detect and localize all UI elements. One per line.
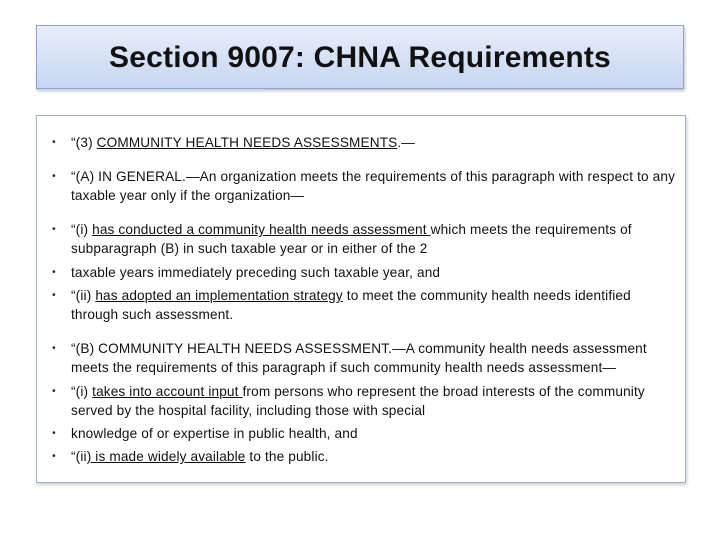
bullet-item xyxy=(52,286,681,324)
bullet-item xyxy=(52,424,681,443)
bullet-item xyxy=(52,263,681,282)
bullet-item xyxy=(52,167,681,205)
content-panel xyxy=(36,115,686,483)
bullet-text: “(B) COMMUNITY HEALTH NEEDS ASSESSMENT.—A community health needs assessment meets the requirements of this paragraph if such community health needs assessment— xyxy=(71,341,647,375)
bullet-item xyxy=(52,382,681,420)
underlined-text: has conducted a community health needs assessment xyxy=(92,222,431,237)
underlined-text: COMMUNITY HEALTH NEEDS ASSESSMENTS xyxy=(96,135,398,150)
bullet-text: taxable years immediately preceding such taxable year, and xyxy=(71,265,441,280)
slide-title: Section 9007: CHNA Requirements xyxy=(109,41,611,74)
underlined-text: takes into account input xyxy=(92,384,243,399)
bullet-dot-icon: • xyxy=(52,343,56,354)
bullet-item xyxy=(52,447,681,466)
bullet-dot-icon: • xyxy=(52,451,56,462)
bullet-text: .— xyxy=(397,135,416,150)
bullet-item xyxy=(52,339,681,377)
bullet-text: “(ii) xyxy=(71,288,96,303)
bullet-item xyxy=(52,133,681,152)
bullet-text: “(3) xyxy=(71,135,97,150)
bullet-dot-icon: • xyxy=(52,224,56,235)
bullet-text: “(i) xyxy=(71,384,93,399)
bullet-text: from persons who represent the broad interests of the community served by the hospital facility, including those with special xyxy=(71,384,645,418)
bullet-dot-icon: • xyxy=(52,386,56,397)
bullet-text: “(ii xyxy=(71,449,87,464)
bullet-dot-icon: • xyxy=(52,171,56,182)
title-divider xyxy=(36,89,266,90)
bullet-text: “(A) IN GENERAL.—An organization meets the requirements of this paragraph with respect to any taxable year only if the organization— xyxy=(71,169,676,203)
bullet-text: knowledge of or expertise in public health, and xyxy=(71,426,358,441)
bullet-dot-icon: • xyxy=(52,290,56,301)
bullet-item xyxy=(52,220,681,258)
underlined-text: ) is made widely available xyxy=(86,449,246,464)
bullet-text: “(i) xyxy=(71,222,93,237)
bullet-text: which meets the requirements of subparagraph (B) in such taxable year or in either of the 2 xyxy=(71,222,632,256)
bullet-text: to meet the community health needs identified through such assessment. xyxy=(71,288,631,322)
bullet-dot-icon: • xyxy=(52,428,56,439)
underlined-text: has adopted an implementation strategy xyxy=(95,288,343,303)
bullet-dot-icon: • xyxy=(52,267,56,278)
title-banner xyxy=(36,25,684,89)
bullet-dot-icon: • xyxy=(52,137,56,148)
bullet-text: to the public. xyxy=(245,449,329,464)
